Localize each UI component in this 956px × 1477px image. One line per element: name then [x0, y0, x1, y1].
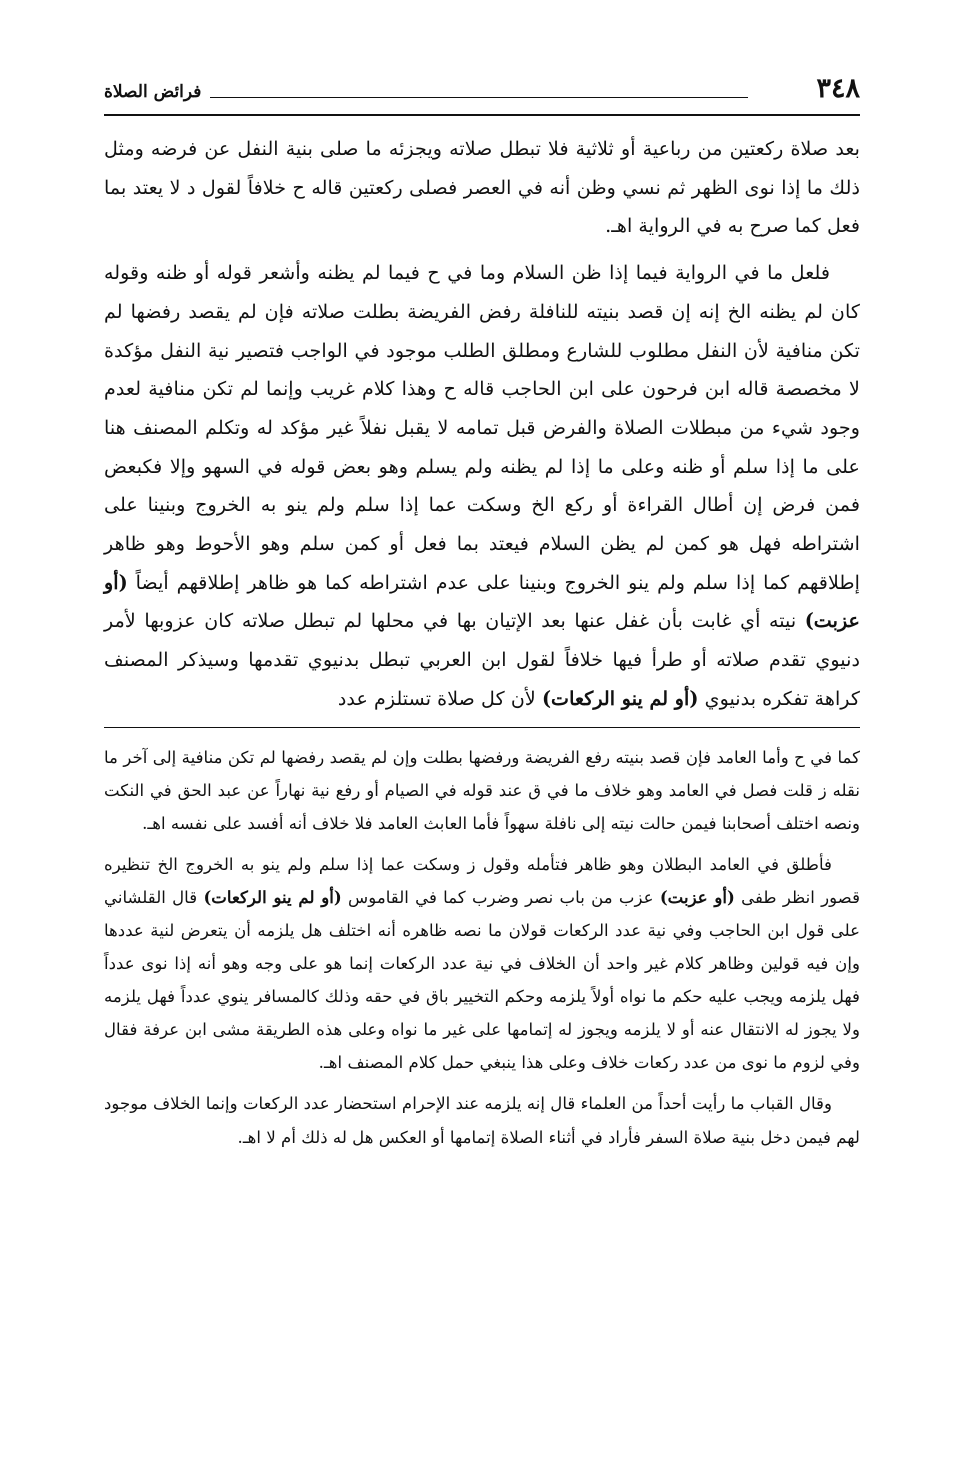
footnote-text: كما في ح وأما العامد فإن قصد بنيته رفع الفريضة ورفضها بطلت وإن لم يقصد رفضها لم تكن منافية إلى آخر ما نقله ز قلت فصل في العامد وهو خلاف ما في ق عند قوله في الصيام أو رفع نية نهاراً عن عبد الحق في النكت ونصه اختلف أصحابنا فيمن حالت نيته إلى نافلة سهواً فأما العابث العامد فلا خلاف أنه أفسد على نفسه اهـ.: [104, 747, 860, 833]
footnote-text: قال القلشاني على قول ابن الحاجب وفي نية عدد الركعات قولان ما نصه ظاهره أنه اختلف هل يلزمه أن يتعرض لنية عددها وإن فيه قولين وظاهر كلام غير واحد أن الخلاف في نية عدد الركعات إنما هو على وجه وهو أنه إذا نوى عدداً فهل يلزمه ويجب عليه حكم ما نواه أولاً يلزمه وحكم التخيير باق في حقه وذلك كالمسافر ينوي عدداً فهل يلزمه ولا يجوز له الانتقال عنه أو لا يلزمه ويجوز له إتمامها على غير ما نواه وعلى هذه الطريقة مشى ابن عرفة فقال وفي لزوم ما نوى من عدد ركعات خلاف وعلى هذا ينبغي حمل كلام المصنف اهـ.: [104, 887, 860, 1073]
bolded-matn-term: (أو لم ينو الركعات): [203, 886, 342, 907]
main-paragraph-text: فلعل ما في الرواية فيما إذا ظن السلام وما في ح فيما لم يظنه وأشعر قوله أو ظنه وقوله كان لم يظنه الخ إنه إن قصد بنيته للنافلة رفض الفريضة بطلت صلاته فإن لم يقصد رفضها لم تكن منافية لأن النفل مطلوب للشارع ومطلق الطلب موجود في الواجب فتصير نية النفل مؤكدة لا مخصصة قاله ابن فرحون على ابن الحاجب قاله ح وهذا كلام غريب وإنما لم تكن منافية لعدم وجود شيء من مبطلات الصلاة والفرض قبل تمامه لا يقبل نفلاً غير مؤكد له وتكلم المصنف هنا على ما إذا سلم أو ظنه وعلى ما إذا لم يظنه ولم يسلم وهو بعض قوله في السهو وإلا فكبعض فمن فرض إن أطال القراءة أو ركع الخ وسكت عما إذا سلم ولم ينو به الخروج وبنينا على اشتراطه فهل هو كمن لم يظن السلام فيعتد بما فعل أو كمن سلم وهو الأحوط وهو ظاهر إطلاقهم كما إذا سلم ولم ينو الخروج وبنينا على عدم اشتراطه كما هو ظاهر إطلاقهم أيضاً: [104, 261, 860, 594]
footnote-text: فأطلق في العامد البطلان وهو ظاهر فتأمله وقول ز وسكت عما إذا سلم ولم ينو به الخروج الخ تنظيره قصور انظر طفى: [104, 854, 860, 907]
main-paragraph: [104, 130, 860, 246]
footnote-text: عزب من باب نصر وضرب كما في القاموس: [341, 887, 660, 907]
footnote-separator: [104, 727, 860, 728]
main-paragraph-text: لأن كل صلاة تستلزم عدد: [337, 686, 542, 710]
footnote-paragraph: [104, 848, 860, 1080]
main-text: [104, 130, 860, 719]
footnotes: [104, 741, 860, 1154]
footnote-paragraph: [104, 741, 860, 840]
chapter-title: فرائض الصلاة: [104, 82, 202, 102]
main-paragraph-text: بعد صلاة ركعتين من رباعية أو ثلاثية فلا تبطل صلاته ويجزئه ما صلى بنية النفل عن فرضه ومثل ذلك ما إذا نوى الظهر ثم نسي وظن أنه في العصر فصلى ركعتين قاله ح خلافاً لقول د لا يعتد بما فعل كما صرح به في الرواية اهـ.: [104, 137, 860, 238]
bolded-matn-term: (أو لم ينو الركعات): [541, 686, 699, 710]
header-rule: [210, 97, 748, 98]
main-paragraph: [104, 254, 860, 718]
bolded-matn-term: (أو عزبت): [104, 570, 860, 633]
page-number: ٣٤٨: [816, 73, 860, 104]
main-paragraph-text: نيته أي غابت بأن غفل عنها بعد الإتيان بها في محلها لم تبطل صلاته كان عزوبها لأمر دنيوي تقدم صلاته أو طرأ فيها خلافاً لقول ابن العربي تبطل بدنيوي تقدمها وسيذكر المصنف كراهة تفكره بدنيوي: [104, 609, 860, 710]
bolded-matn-term: (أو عزبت): [659, 886, 735, 907]
footnote-text: وقال القباب ما رأيت أحداً من العلماء قال إنه يلزمه عند الإحرام استحضار عدد الركعات وإنما الخلاف موجود لهم فيمن دخل بنية صلاة السفر فأراد في أثناء الصلاة إتمامها أو العكس هل له ذلك أم لا اهـ.: [104, 1094, 860, 1147]
page-header: [104, 70, 860, 116]
book-page: [104, 70, 860, 1162]
footnote-paragraph: [104, 1087, 860, 1153]
